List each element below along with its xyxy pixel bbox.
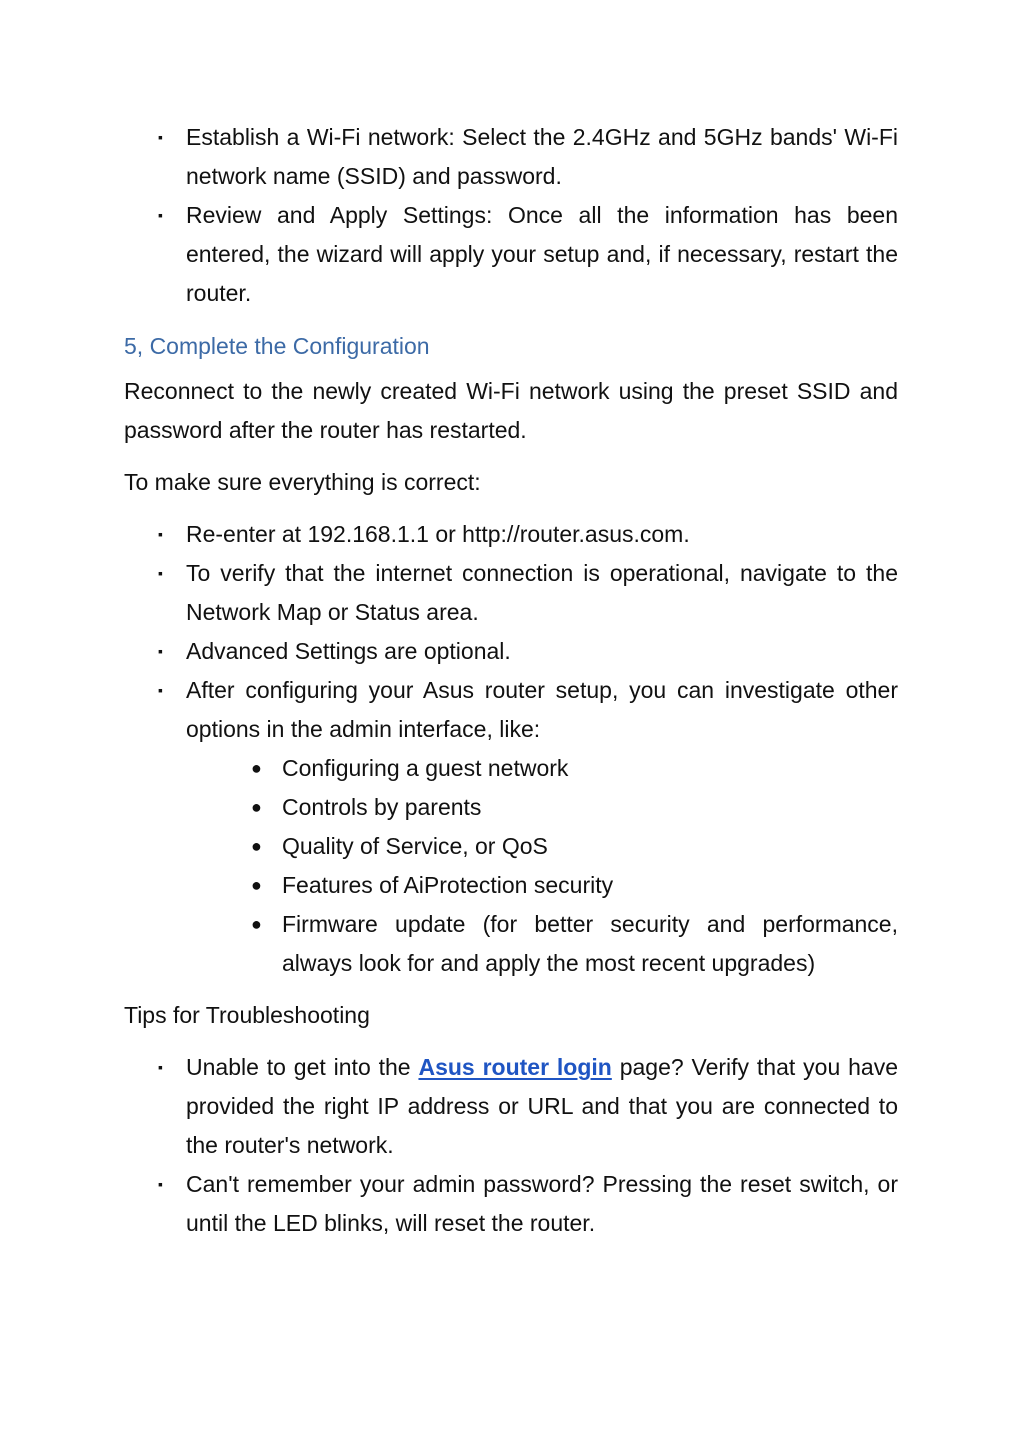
option-text: Quality of Service, or QoS [282,833,548,859]
wizard-steps-list [124,118,898,313]
dot-bullet-icon: ● [251,797,262,817]
dot-bullet-icon: ● [251,836,262,856]
list-item [124,1165,898,1243]
list-item [124,515,898,554]
square-bullet-icon: ▪ [158,526,163,542]
list-item [124,1048,898,1165]
list-item [124,118,898,196]
troubleshooting-list [124,1048,898,1243]
admin-options-list [251,749,898,983]
tip-text-after: page? Verify that you have provided the right IP address or URL and that you are connected to the router's network. [186,1054,898,1158]
option-text: Firmware update (for better security and performance, always look for and apply the most recent upgrades) [282,911,898,976]
square-bullet-icon: ▪ [158,207,163,223]
list-item [251,866,898,905]
list-item [251,827,898,866]
option-text: Configuring a guest network [282,755,569,781]
tip-text-before: Unable to get into the [186,1054,419,1080]
list-item [124,196,898,313]
option-text: Features of AiProtection security [282,872,614,898]
square-bullet-icon: ▪ [158,1059,163,1075]
list-item-text: Re-enter at 192.168.1.1 or http://router.asus.com. [186,521,690,547]
list-item-text: After configuring your Asus router setup, you can investigate other options in the admin interface, like: [186,677,898,742]
paragraph: Reconnect to the newly created Wi-Fi network using the preset SSID and password after the router has restarted. [124,378,898,443]
dot-bullet-icon: ● [251,914,262,934]
list-item-text: Advanced Settings are optional. [186,638,511,664]
dot-bullet-icon: ● [251,758,262,778]
square-bullet-icon: ▪ [158,682,163,698]
list-item [124,632,898,671]
tip-text: Can't remember your admin password? Pressing the reset switch, or until the LED blinks, will reset the router. [186,1171,898,1236]
troubleshooting-heading: Tips for Troubleshooting [124,1002,370,1028]
list-item-text: Review and Apply Settings: Once all the information has been entered, the wizard will apply your setup and, if necessary, restart the router. [186,202,898,306]
list-item [124,671,898,749]
list-item [251,749,898,788]
square-bullet-icon: ▪ [158,565,163,581]
list-item [124,554,898,632]
option-text: Controls by parents [282,794,482,820]
section-heading: 5, Complete the Configuration [124,333,430,359]
list-item [251,788,898,827]
list-item-text: Establish a Wi-Fi network: Select the 2.4GHz and 5GHz bands' Wi-Fi network name (SSID) and password. [186,124,898,189]
dot-bullet-icon: ● [251,875,262,895]
square-bullet-icon: ▪ [158,643,163,659]
verification-list [124,515,898,749]
list-item-text: To verify that the internet connection is operational, navigate to the Network Map or Status area. [186,560,898,625]
check-intro: To make sure everything is correct: [124,469,481,495]
square-bullet-icon: ▪ [158,1176,163,1192]
asus-router-login-link[interactable]: Asus router login [418,1054,612,1080]
list-item [251,905,898,983]
square-bullet-icon: ▪ [158,129,163,145]
document-page [124,118,898,1243]
